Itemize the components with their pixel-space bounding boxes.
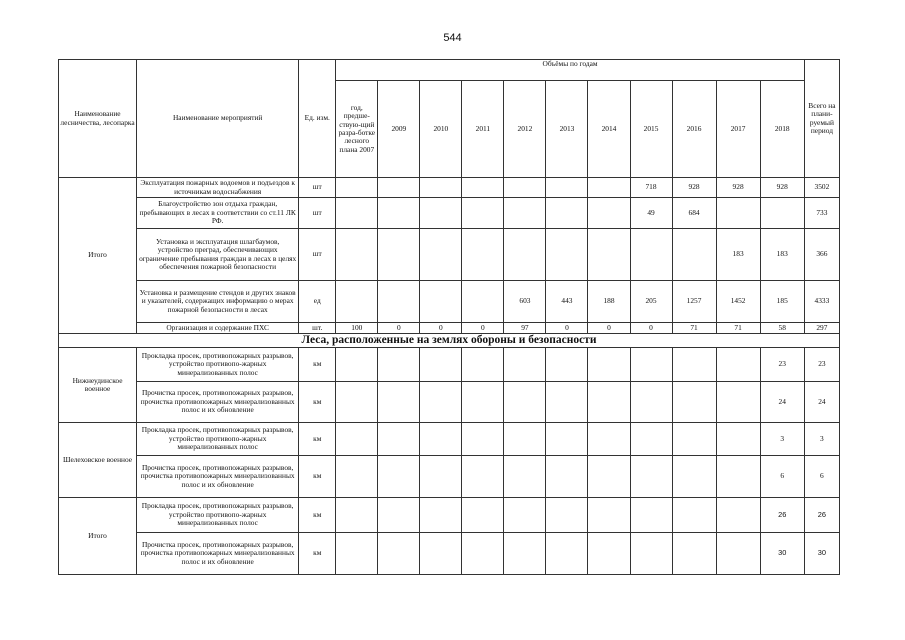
fire-safety-plan-table [58, 59, 840, 575]
value-cell [588, 178, 630, 198]
value-cell [462, 281, 504, 323]
value-cell [462, 229, 504, 281]
value-cell [588, 198, 630, 229]
unit-cell: шт. [299, 323, 336, 334]
value-cell [504, 229, 546, 281]
value-cell [462, 178, 504, 198]
value-cell: 58 [760, 323, 804, 334]
value-cell [588, 229, 630, 281]
value-cell: 0 [630, 323, 672, 334]
value-cell [336, 281, 378, 323]
header-year: 2015 [630, 81, 672, 178]
value-cell [672, 229, 716, 281]
unit-cell: км [299, 423, 336, 456]
activity-cell: Прочистка просек, противопожарных разрывов, прочистка противопожарных минерализованных полос и их обновление [137, 456, 299, 498]
header-year: 2017 [716, 81, 760, 178]
value-cell: 97 [504, 323, 546, 334]
value-cell [420, 178, 462, 198]
value-cell: 0 [420, 323, 462, 334]
unit-cell: ед [299, 281, 336, 323]
header-year: 2012 [504, 81, 546, 178]
header-year: 2013 [546, 81, 588, 178]
value-cell: 205 [630, 281, 672, 323]
value-cell: 0 [588, 323, 630, 334]
value-cell [336, 198, 378, 229]
activity-cell: Установка и эксплуатация шлагбаумов, устройство преград, обеспечивающих ограничение пребывания граждан в лесах в целях обеспечения пожарной безопасности [137, 229, 299, 281]
value-cell: 0 [378, 323, 420, 334]
value-cell: 26 [760, 498, 804, 533]
value-cell: 603 [504, 281, 546, 323]
value-cell: 0 [546, 323, 588, 334]
value-cell: 6 [760, 456, 804, 498]
value-cell [716, 198, 760, 229]
forestry-cell: Нижнеудинское военное [59, 348, 137, 423]
value-cell: 24 [760, 382, 804, 423]
total-cell: 23 [804, 348, 839, 382]
header-base-year: год, предше-ствую-щий разра-ботке лесного плана 2007 [336, 81, 378, 178]
total-cell: 297 [804, 323, 839, 334]
header-volumes: Объёмы по годам [336, 60, 805, 81]
value-cell: 183 [716, 229, 760, 281]
header-total: Всего на плани-руемый период [804, 60, 839, 178]
value-cell: 928 [760, 178, 804, 198]
value-cell: 183 [760, 229, 804, 281]
value-cell: 23 [760, 348, 804, 382]
unit-cell: км [299, 348, 336, 382]
unit-cell: шт [299, 229, 336, 281]
activity-cell: Прочистка просек, противопожарных разрывов, прочистка противопожарных минерализованных полос и их обновление [137, 382, 299, 423]
value-cell: 3 [760, 423, 804, 456]
value-cell [760, 198, 804, 229]
value-cell [420, 281, 462, 323]
value-cell: 443 [546, 281, 588, 323]
unit-cell: шт [299, 178, 336, 198]
header-year: 2009 [378, 81, 420, 178]
total-cell: 4333 [804, 281, 839, 323]
total-cell: 24 [804, 382, 839, 423]
forestry-cell: Итого [59, 498, 137, 575]
total-cell: 3 [804, 423, 839, 456]
total-cell: 30 [804, 533, 839, 575]
value-cell: 71 [716, 323, 760, 334]
value-cell [336, 178, 378, 198]
total-cell: 6 [804, 456, 839, 498]
section-title: Леса, расположенные на землях обороны и безопасности [59, 334, 840, 348]
unit-cell: км [299, 382, 336, 423]
value-cell [378, 178, 420, 198]
value-cell: 718 [630, 178, 672, 198]
activity-cell: Организация и содержание ПХС [137, 323, 299, 334]
value-cell [546, 198, 588, 229]
value-cell [420, 198, 462, 229]
total-cell: 3502 [804, 178, 839, 198]
forestry-cell: Итого [59, 178, 137, 334]
value-cell [546, 229, 588, 281]
header-year: 2014 [588, 81, 630, 178]
value-cell [462, 198, 504, 229]
value-cell [504, 198, 546, 229]
unit-cell: км [299, 498, 336, 533]
header-year: 2018 [760, 81, 804, 178]
header-year: 2011 [462, 81, 504, 178]
activity-cell: Прочистка просек, противопожарных разрывов, прочистка противопожарных минерализованных полос и их обновление [137, 533, 299, 575]
value-cell: 928 [716, 178, 760, 198]
value-cell [378, 198, 420, 229]
value-cell: 185 [760, 281, 804, 323]
value-cell: 30 [760, 533, 804, 575]
total-cell: 366 [804, 229, 839, 281]
value-cell: 1257 [672, 281, 716, 323]
header-unit: Ед. изм. [299, 60, 336, 178]
activity-cell: Благоустройство зон отдыха граждан, пребывающих в лесах в соответствии со ст.11 ЛК РФ. [137, 198, 299, 229]
value-cell: 0 [462, 323, 504, 334]
header-forestry: Наименование лесничества, лесопарка [59, 60, 137, 178]
value-cell [378, 229, 420, 281]
activity-cell: Прокладка просек, противопожарных разрывов, устройство противопо-жарных минерализованных полос [137, 348, 299, 382]
unit-cell: км [299, 533, 336, 575]
activity-cell: Эксплуатация пожарных водоемов и подъездов к источникам водоснабжения [137, 178, 299, 198]
page-number: 544 [443, 32, 462, 44]
value-cell [546, 178, 588, 198]
value-cell [336, 229, 378, 281]
activity-cell: Прокладка просек, противопожарных разрывов, устройство противопо-жарных минерализованных полос [137, 423, 299, 456]
header-year: 2010 [420, 81, 462, 178]
unit-cell: км [299, 456, 336, 498]
header-year: 2016 [672, 81, 716, 178]
activity-cell: Прокладка просек, противопожарных разрывов, устройство противопо-жарных минерализованных полос [137, 498, 299, 533]
unit-cell: шт [299, 198, 336, 229]
total-cell: 733 [804, 198, 839, 229]
value-cell: 100 [336, 323, 378, 334]
header-activity: Наименование мероприятий [137, 60, 299, 178]
forestry-cell: Шелеховское военное [59, 423, 137, 498]
value-cell: 188 [588, 281, 630, 323]
value-cell [630, 229, 672, 281]
total-cell: 26 [804, 498, 839, 533]
value-cell [378, 281, 420, 323]
value-cell [420, 229, 462, 281]
activity-cell: Установка и размещение стендов и других знаков и указателей, содержащих информацию о мерах пожарной безопасности в лесах [137, 281, 299, 323]
value-cell: 928 [672, 178, 716, 198]
value-cell [504, 178, 546, 198]
value-cell: 49 [630, 198, 672, 229]
value-cell: 684 [672, 198, 716, 229]
value-cell: 71 [672, 323, 716, 334]
value-cell: 1452 [716, 281, 760, 323]
